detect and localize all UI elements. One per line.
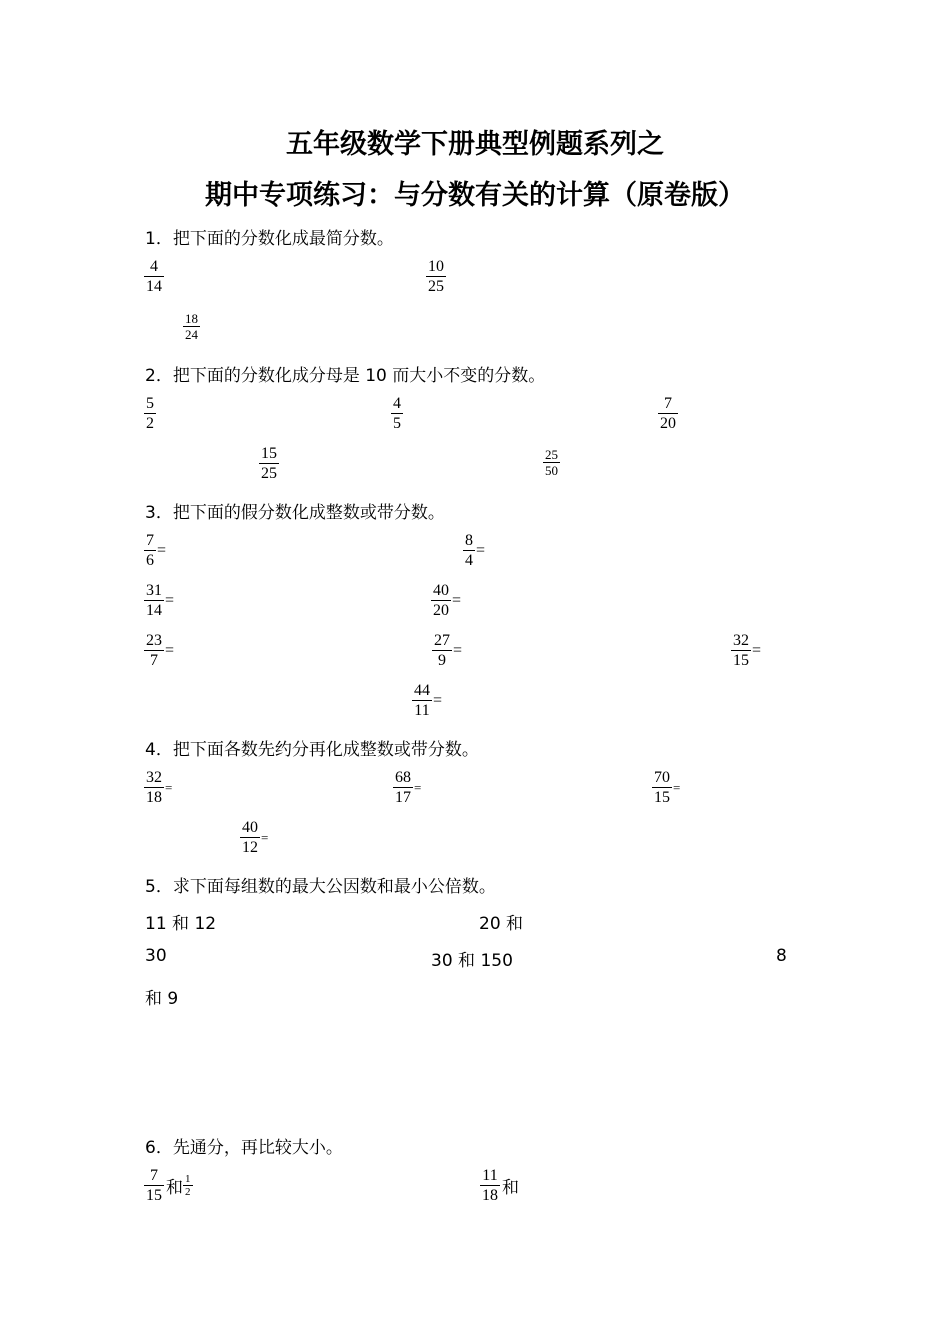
q4-expression bbox=[144, 768, 172, 807]
fraction bbox=[144, 1166, 164, 1205]
q5-pair: 和 9 bbox=[145, 989, 179, 1009]
denominator: 12 bbox=[242, 839, 258, 856]
equals-sign: = bbox=[165, 779, 173, 795]
denominator: 25 bbox=[261, 465, 277, 482]
q6-expression bbox=[480, 1166, 519, 1205]
q4-expression bbox=[240, 818, 268, 857]
q5-pair: 8 bbox=[776, 946, 787, 966]
denominator: 24 bbox=[185, 327, 198, 342]
question-1-prompt: 1．把下面的分数化成最简分数。 bbox=[145, 229, 394, 249]
equals-sign: = bbox=[673, 779, 681, 795]
fraction bbox=[393, 768, 413, 807]
q4-expression bbox=[393, 768, 421, 807]
q5-pair: 30 bbox=[145, 946, 167, 966]
q3-expression bbox=[432, 631, 462, 670]
numerator: 7 bbox=[150, 1167, 158, 1184]
numerator: 44 bbox=[414, 682, 430, 699]
q3-expression bbox=[144, 581, 174, 620]
equals-sign: = bbox=[476, 541, 486, 559]
q1-fraction bbox=[426, 257, 446, 296]
fraction bbox=[463, 531, 475, 570]
q2-fraction bbox=[658, 394, 678, 433]
question-5-prompt: 5．求下面每组数的最大公因数和最小公倍数。 bbox=[145, 877, 496, 897]
denominator: 7 bbox=[150, 652, 158, 669]
numerator: 32 bbox=[146, 769, 162, 786]
fraction bbox=[431, 581, 451, 620]
denominator: 17 bbox=[395, 789, 411, 806]
q3-expression bbox=[144, 531, 166, 570]
equals-sign: = bbox=[165, 641, 175, 659]
denominator: 18 bbox=[482, 1187, 498, 1204]
numerator: 25 bbox=[545, 447, 558, 462]
fraction bbox=[412, 681, 432, 720]
q5-pair: 30 和 150 bbox=[431, 951, 513, 971]
q2-fraction bbox=[259, 444, 279, 483]
numerator: 10 bbox=[428, 258, 444, 275]
q2-fraction bbox=[144, 394, 156, 433]
title-line-2: 期中专项练习：与分数有关的计算（原卷版） bbox=[205, 180, 745, 211]
q2-fraction bbox=[391, 394, 403, 433]
equals-sign: = bbox=[414, 779, 422, 795]
denominator: 2 bbox=[185, 1186, 191, 1198]
denominator: 18 bbox=[146, 789, 162, 806]
fraction bbox=[183, 1173, 193, 1198]
numerator: 4 bbox=[150, 258, 158, 275]
denominator: 14 bbox=[146, 278, 162, 295]
q3-expression bbox=[431, 581, 461, 620]
denominator: 25 bbox=[428, 278, 444, 295]
equals-sign: = bbox=[433, 691, 443, 709]
denominator: 20 bbox=[660, 415, 676, 432]
fraction bbox=[652, 768, 672, 807]
equals-sign: = bbox=[157, 541, 167, 559]
fraction bbox=[144, 581, 164, 620]
numerator: 1 bbox=[185, 1173, 191, 1185]
denominator: 2 bbox=[146, 415, 154, 432]
numerator: 40 bbox=[433, 582, 449, 599]
numerator: 15 bbox=[261, 445, 277, 462]
numerator: 8 bbox=[465, 532, 473, 549]
equals-sign: = bbox=[261, 829, 269, 845]
numerator: 4 bbox=[393, 395, 401, 412]
numerator: 31 bbox=[146, 582, 162, 599]
denominator: 6 bbox=[146, 552, 154, 569]
q3-expression bbox=[144, 631, 174, 670]
denominator: 15 bbox=[654, 789, 670, 806]
q1-fraction bbox=[144, 257, 164, 296]
q5-pair: 11 和 12 bbox=[145, 914, 217, 934]
numerator: 18 bbox=[185, 311, 198, 326]
and-word: 和 bbox=[166, 1178, 183, 1198]
fraction bbox=[240, 818, 260, 857]
numerator: 40 bbox=[242, 819, 258, 836]
fraction bbox=[144, 768, 164, 807]
numerator: 27 bbox=[434, 632, 450, 649]
question-6-prompt: 6．先通分，再比较大小。 bbox=[145, 1138, 343, 1158]
and-word: 和 bbox=[502, 1178, 519, 1198]
denominator: 20 bbox=[433, 602, 449, 619]
q3-expression bbox=[463, 531, 485, 570]
equals-sign: = bbox=[452, 591, 462, 609]
equals-sign: = bbox=[453, 641, 463, 659]
q5-pair: 20 和 bbox=[479, 914, 524, 934]
title-line-1: 五年级数学下册典型例题系列之 bbox=[286, 129, 664, 160]
question-3-prompt: 3．把下面的假分数化成整数或带分数。 bbox=[145, 503, 445, 523]
q2-fraction bbox=[543, 447, 560, 478]
numerator: 23 bbox=[146, 632, 162, 649]
denominator: 50 bbox=[545, 463, 558, 478]
q3-expression bbox=[731, 631, 761, 670]
question-4-prompt: 4．把下面各数先约分再化成整数或带分数。 bbox=[145, 740, 479, 760]
numerator: 11 bbox=[482, 1167, 498, 1184]
denominator: 15 bbox=[733, 652, 749, 669]
numerator: 7 bbox=[664, 395, 672, 412]
denominator: 14 bbox=[146, 602, 162, 619]
denominator: 9 bbox=[438, 652, 446, 669]
fraction bbox=[731, 631, 751, 670]
fraction bbox=[432, 631, 452, 670]
equals-sign: = bbox=[752, 641, 762, 659]
denominator: 4 bbox=[465, 552, 473, 569]
numerator: 7 bbox=[146, 532, 154, 549]
fraction bbox=[144, 631, 164, 670]
fraction bbox=[480, 1166, 500, 1205]
numerator: 5 bbox=[146, 395, 154, 412]
q1-fraction bbox=[183, 311, 200, 342]
q4-expression bbox=[652, 768, 680, 807]
question-2-prompt: 2．把下面的分数化成分母是 10 而大小不变的分数。 bbox=[145, 366, 546, 386]
fraction bbox=[144, 531, 156, 570]
denominator: 11 bbox=[414, 702, 430, 719]
denominator: 5 bbox=[393, 415, 401, 432]
q6-expression bbox=[144, 1166, 193, 1205]
numerator: 68 bbox=[395, 769, 411, 786]
q3-expression bbox=[412, 681, 442, 720]
numerator: 70 bbox=[654, 769, 670, 786]
equals-sign: = bbox=[165, 591, 175, 609]
denominator: 15 bbox=[146, 1187, 162, 1204]
numerator: 32 bbox=[733, 632, 749, 649]
